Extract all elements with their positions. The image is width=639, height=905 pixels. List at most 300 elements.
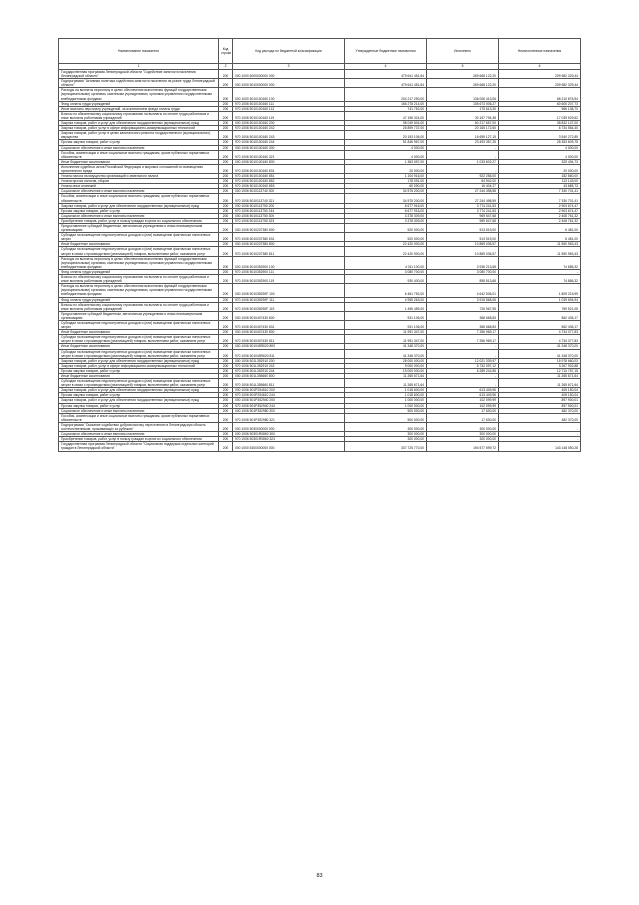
table-row (59, 88, 581, 101)
row-budget-code: 000 1000 5030000000 000 (233, 422, 345, 431)
row-unexecuted-amount: - (499, 437, 581, 442)
row-unexecuted-amount: 405 150,04 (499, 393, 581, 398)
row-line-code: 200 (219, 388, 233, 393)
row-approved-amount: 11 265 671,64 (345, 379, 427, 388)
row-line-code: 200 (219, 233, 233, 242)
row-unexecuted-amount: 43 685,73 (499, 184, 581, 189)
row-indicator-name: Уплата прочих налогов, сборов (59, 179, 219, 184)
row-line-code: 200 (219, 111, 233, 120)
row-executed-amount: 102 099,99 (427, 398, 499, 403)
table-row (59, 194, 581, 203)
row-indicator-name: Закупка товаров, работ и услуг для обеспечения государственных (муниципальных) нужд (59, 358, 219, 363)
row-executed-amount: 175 613,30 (427, 106, 499, 111)
row-line-code: 200 (219, 247, 233, 256)
row-executed-amount: 3 915 568,06 (427, 297, 499, 302)
row-unexecuted-amount: 6 734 564,40 (499, 126, 581, 131)
table-row (59, 164, 581, 173)
row-line-code: 200 (219, 413, 233, 422)
table-row (59, 79, 581, 88)
row-indicator-name: Приобретение товаров, работ, услуг в пользу граждан в целях их социального обеспечения (59, 218, 219, 223)
row-executed-amount: 7 256 969,17 (427, 335, 499, 344)
row-line-code: 200 (219, 256, 233, 269)
row-unexecuted-amount: 60 605 207,73 (499, 101, 581, 106)
row-approved-amount: 930 400,00 (345, 275, 427, 284)
row-unexecuted-amount: 3 540 272,85 (499, 131, 581, 140)
row-unexecuted-amount: 562 436,17 (499, 311, 581, 320)
row-approved-amount: 300 000,00 (345, 437, 427, 442)
row-unexecuted-amount: 12 710 757,15 (499, 368, 581, 373)
row-line-code: 200 (219, 150, 233, 159)
row-executed-amount: 7 256 969,17 (427, 330, 499, 335)
row-line-code: 200 (219, 442, 233, 451)
row-indicator-name: Закупка товаров, работ и услуг для обеспечения государственных (муниципальных) нужд (59, 121, 219, 126)
row-executed-amount: 3 080 700,00 (427, 269, 499, 274)
row-indicator-name: Социальное обеспечение и иные выплаты населению (59, 189, 219, 194)
row-budget-code: 970 1006 5010100160 119 (233, 111, 345, 120)
row-approved-amount: 34 575 200,00 (345, 189, 427, 194)
row-approved-amount: 500 000,00 (345, 413, 427, 422)
row-executed-amount: 613 449,96 (427, 393, 499, 398)
row-approved-amount: 11 991 347,00 (345, 330, 427, 335)
header-executed: Исполнено (427, 39, 499, 64)
row-budget-code: 000 1006 5010100160 300 (233, 145, 345, 150)
row-budget-code: 000 1006 5010407430 600 (233, 311, 345, 320)
column-number: 5 (427, 64, 499, 70)
row-budget-code: 000 1000 5010000000 000 (233, 79, 345, 88)
row-executed-amount: - (427, 164, 499, 173)
row-unexecuted-amount: 182 660,00 (499, 174, 581, 179)
row-approved-amount: 22 420 000,00 (345, 242, 427, 247)
row-unexecuted-amount: 28 353 609,75 (499, 140, 581, 145)
row-indicator-name: Закупка товаров, работ и услуг для обеспечения государственных (муниципальных) нужд (59, 398, 219, 403)
row-indicator-name: Пособия, компенсации и иные социальные выплаты гражданам, кроме публичных нормативных обязательств (59, 194, 219, 203)
row-unexecuted-amount: 41 348 370,00 (499, 349, 581, 358)
row-budget-code: 970 1006 501L355660 811 (233, 379, 345, 388)
row-executed-amount: 27 244 498,59 (427, 194, 499, 203)
row-line-code: 200 (219, 349, 233, 358)
row-indicator-name: Государственная программа Ленинградской области "Содействие занятости населения Ленинградской области" (59, 70, 219, 79)
row-executed-amount: 368 668,83 (427, 311, 499, 320)
row-approved-amount: 9 000 000,00 (345, 363, 427, 368)
row-approved-amount: 741 752,00 (345, 106, 427, 111)
row-budget-code: 000 1000 5000000000 000 (233, 70, 345, 79)
row-indicator-name: Закупка товаров, работ, услуг в сфере информационно-коммуникационных технологий (59, 363, 219, 368)
row-line-code: 200 (219, 126, 233, 131)
row-unexecuted-amount: 4 734 377,83 (499, 330, 581, 335)
row-indicator-name: Фонд оплаты труда учреждений (59, 269, 219, 274)
row-budget-code: 970 1006 501L352910 244 (233, 368, 345, 373)
row-executed-amount: 1 033 602,27 (427, 159, 499, 164)
row-budget-code: 970 1006 5010100160 242 (233, 126, 345, 131)
row-indicator-name: Фонд оплаты труда учреждений (59, 101, 219, 106)
row-line-code: 200 (219, 437, 233, 442)
row-approved-amount: 11 991 347,00 (345, 335, 427, 344)
row-unexecuted-amount: 143 148 050,28 (499, 442, 581, 451)
row-unexecuted-amount: 38 832 147,00 (499, 121, 581, 126)
table-row (59, 284, 581, 297)
row-unexecuted-amount: 4 000,00 (499, 145, 581, 150)
row-line-code: 200 (219, 224, 233, 233)
row-line-code: 200 (219, 344, 233, 349)
row-indicator-name: Взносы по обязательному социальному страхованию на выплаты по оплате труда работников и иные выплаты работникам учреждений (59, 275, 219, 284)
row-budget-code: 000 1000 5010100160 100 (233, 88, 345, 101)
row-approved-amount: 6 677 916,00 (345, 208, 427, 213)
row-executed-amount: - (427, 150, 499, 159)
row-budget-code: 970 1006 501035290F 119 (233, 302, 345, 311)
row-indicator-name: Взносы по обязательному социальному страхованию на выплаты по оплате труда работников и иные выплаты работникам учреждений (59, 111, 219, 120)
row-executed-amount: 300 000,00 (427, 422, 499, 431)
row-unexecuted-amount: 6 481,00 (499, 224, 581, 233)
row-budget-code: 000 1006 501035290F 100 (233, 284, 345, 297)
row-indicator-name: Приобретение товаров, работ, услуг в пользу граждан в целях их социального обеспечения (59, 437, 219, 442)
row-approved-amount: 300 000,00 (345, 432, 427, 437)
row-approved-amount: 41 348 370,00 (345, 344, 427, 349)
header-approved-appropriations: Утвержденные бюджетные назначения (345, 39, 427, 64)
row-budget-code: 970 1006 5010407430 631 (233, 320, 345, 329)
row-executed-amount: 300 000,00 (427, 437, 499, 442)
row-unexecuted-amount: 113 149,00 (499, 179, 581, 184)
row-unexecuted-amount: 74 886,32 (499, 256, 581, 269)
row-line-code: 200 (219, 269, 233, 274)
row-executed-amount: 6 289 242,85 (427, 368, 499, 373)
row-indicator-name: Исполнение судебных актов Российской Федерации и мировых соглашений по возмещению причиненного вреда (59, 164, 219, 173)
row-budget-code: 970 1006 5010207380 811 (233, 247, 345, 256)
row-budget-code: 000 1006 501L352910 200 (233, 358, 345, 363)
row-unexecuted-amount: 11 550 963,43 (499, 247, 581, 256)
row-line-code: 200 (219, 194, 233, 203)
row-indicator-name: Закупка товаров, работ, услуг в целях капитального ремонта государственного (муниципального) имущества (59, 131, 219, 140)
row-executed-amount: 613 449,96 (427, 388, 499, 393)
row-budget-code: 000 1006 50301R0860 300 (233, 432, 345, 437)
row-approved-amount: 20 000,00 (345, 164, 427, 173)
table-row (59, 349, 581, 358)
table-row (59, 111, 581, 120)
row-budget-code: 970 1006 5010100160 112 (233, 106, 345, 111)
row-executed-amount: 105 673 006,27 (427, 101, 499, 106)
row-unexecuted-amount: 20 000,00 (499, 164, 581, 173)
row-executed-amount: 136 006 413,06 (427, 88, 499, 101)
row-indicator-name: Подпрограмма "Активная политика содействия занятости населения на рынке труда Ленинградской области" (59, 79, 219, 88)
row-executed-amount: 23 493 357,25 (427, 140, 499, 145)
row-approved-amount: 1 000 000,00 (345, 403, 427, 408)
row-line-code: 200 (219, 363, 233, 368)
row-budget-code: 000 1006 5010113750 200 (233, 203, 345, 208)
row-line-code: 200 (219, 88, 233, 101)
row-indicator-name: Субсидии на возмещение недополученных доходов и (или) возмещение фактически понесенных затрат в связи с производством (реализацией) товаров, выполнением работ, оказанием услуг (59, 335, 219, 344)
row-line-code: 200 (219, 432, 233, 437)
row-approved-amount: 28 000 000,00 (345, 358, 427, 363)
row-budget-code: 970 1006 5010100160 243 (233, 131, 345, 140)
row-line-code: 200 (219, 284, 233, 297)
row-unexecuted-amount: 41 348 370,00 (499, 344, 581, 349)
row-executed-amount: 16 404,27 (427, 184, 499, 189)
row-budget-code: 000 1006 501P254610 200 (233, 388, 345, 393)
row-unexecuted-amount: 2 408 761,32 (499, 213, 581, 218)
table-row (59, 422, 581, 431)
row-indicator-name: Уплата налога на имущество организаций и земельного налога (59, 174, 219, 179)
row-executed-amount: 368 668,83 (427, 320, 499, 329)
row-executed-amount: 3 774 241,53 (427, 203, 499, 208)
row-executed-amount: 3 936 213,68 (427, 256, 499, 269)
row-line-code: 200 (219, 422, 233, 431)
table-row (59, 233, 581, 242)
row-indicator-name: Прочая закупка товаров, работ и услуг (59, 208, 219, 213)
row-budget-code: 970 1006 5010207380 631 (233, 233, 345, 242)
row-line-code: 200 (219, 189, 233, 194)
row-unexecuted-amount: 897 900,01 (499, 403, 581, 408)
row-line-code: 200 (219, 408, 233, 413)
row-unexecuted-amount: 7 330 701,41 (499, 194, 581, 203)
row-unexecuted-amount: 3 267 902,88 (499, 363, 581, 368)
row-approved-amount: 166 278 214,00 (345, 101, 427, 106)
row-indicator-name: Подпрограмма "Оказание содействия добровольному переселению в Ленинградскую область соотечественников, проживающих за рубежом" (59, 422, 219, 431)
row-executed-amount: 3 774 241,53 (427, 208, 499, 213)
row-indicator-name: Иные бюджетные ассигнования (59, 330, 219, 335)
row-indicator-name: Субсидии на возмещение недополученных доходов и (или) возмещение фактически понесенных затрат в связи с производством (реализацией) товаров, выполнением работ, оказанием услуг (59, 379, 219, 388)
row-indicator-name: Государственная программа Ленинградской области "Социальная поддержка отдельных категорий граждан в Ленинградской области" (59, 442, 219, 451)
row-approved-amount: 4 011 100,00 (345, 256, 427, 269)
row-unexecuted-amount: 11 265 671,64 (499, 379, 581, 388)
table-row (59, 442, 581, 451)
row-budget-code: 000 1000 6300000000 000 (233, 442, 345, 451)
row-executed-amount: - (427, 374, 499, 379)
row-line-code: 200 (219, 121, 233, 126)
row-line-code: 200 (219, 330, 233, 335)
row-line-code: 200 (219, 140, 233, 145)
row-unexecuted-amount: 7 330 701,41 (499, 189, 581, 194)
row-executed-amount: 269 668 122,20 (427, 79, 499, 88)
table-row (59, 131, 581, 140)
row-executed-amount: 513 519,00 (427, 224, 499, 233)
row-unexecuted-amount: 11 550 963,43 (499, 242, 581, 247)
row-line-code: 200 (219, 275, 233, 284)
row-line-code: 200 (219, 213, 233, 218)
row-indicator-name: Прочая закупка товаров, работ и услуг (59, 140, 219, 145)
row-line-code: 200 (219, 368, 233, 373)
row-line-code: 200 (219, 70, 233, 79)
row-executed-amount: - (427, 145, 499, 150)
row-approved-amount: 4 000,00 (345, 145, 427, 150)
row-line-code: 200 (219, 203, 233, 208)
table-body (59, 70, 581, 452)
row-executed-amount: 269 668 122,20 (427, 70, 499, 79)
row-indicator-name: Расходы на выплаты персоналу в целях обеспечения выполнения функций государственными (муниципальными) органами, казенными учреждениями, органами управления государственными внебюджетными фондами (59, 284, 219, 297)
row-budget-code: 000 1006 5010100160 800 (233, 159, 345, 164)
row-executed-amount: 20 165 172,60 (427, 126, 499, 131)
table-row (59, 70, 581, 79)
row-approved-amount: 20 193 106,00 (345, 131, 427, 140)
row-budget-code: 970 1006 501035290F 111 (233, 297, 345, 302)
row-executed-amount: 300 000,00 (427, 432, 499, 437)
row-approved-amount: 1 018 600,00 (345, 388, 427, 393)
row-indicator-name: Иные бюджетные ассигнования (59, 374, 219, 379)
row-approved-amount: 4 955 263,00 (345, 297, 427, 302)
row-budget-code: 000 1006 501L355660 800 (233, 374, 345, 379)
row-indicator-name: Иные бюджетные ассигнования (59, 242, 219, 247)
row-unexecuted-amount: 566 138,70 (499, 106, 581, 111)
row-unexecuted-amount: 17 039 529,62 (499, 111, 581, 120)
row-executed-amount: 10 869 036,57 (427, 247, 499, 256)
header-budget-classification-code: Код расхода по бюджетной классификации (233, 39, 345, 64)
row-executed-amount: - (427, 344, 499, 349)
row-indicator-name: Закупка товаров, работ, услуг в сфере информационно-коммуникационных технологий (59, 126, 219, 131)
row-budget-code: 970 1006 5010100160 244 (233, 140, 345, 145)
row-line-code: 200 (219, 379, 233, 388)
row-line-code: 200 (219, 145, 233, 150)
row-unexecuted-amount: 11 265 671,64 (499, 374, 581, 379)
row-approved-amount: 34 575 200,00 (345, 194, 427, 203)
row-line-code: 200 (219, 184, 233, 189)
row-budget-code: 970 1006 501P352940 244 (233, 403, 345, 408)
row-indicator-name: Пособия, компенсации и иные социальные выплаты гражданам, кроме публичных нормативных обязательств (59, 150, 219, 159)
row-budget-code: 000 1006 501045R620 800 (233, 344, 345, 349)
row-budget-code: 970 1006 5010113750 323 (233, 218, 345, 223)
row-approved-amount: 6 677 916,00 (345, 203, 427, 208)
row-approved-amount: 26 899 737,00 (345, 126, 427, 131)
row-unexecuted-amount: 897 900,01 (499, 398, 581, 403)
row-approved-amount: 3 378 309,00 (345, 218, 427, 223)
row-approved-amount: 47 196 324,00 (345, 111, 427, 120)
row-unexecuted-amount: - (499, 432, 581, 437)
row-budget-code: 970 1006 5010100160 321 (233, 150, 345, 159)
row-unexecuted-amount: 2 408 761,32 (499, 218, 581, 223)
row-line-code: 200 (219, 403, 233, 408)
row-line-code: 200 (219, 242, 233, 247)
row-unexecuted-amount: 74 886,32 (499, 275, 581, 284)
row-budget-code: 000 1006 5010100160 200 (233, 121, 345, 126)
row-executed-amount: 12 021 339,97 (427, 358, 499, 363)
row-indicator-name: Социальное обеспечение и иные выплаты населению (59, 408, 219, 413)
row-indicator-name: Социальное обеспечение и иные выплаты населению (59, 213, 219, 218)
row-budget-code: 000 1006 5010207380 600 (233, 224, 345, 233)
row-indicator-name: Субсидии на возмещение недополученных доходов и (или) возмещение фактически понесенных затрат (59, 320, 219, 329)
row-line-code: 200 (219, 311, 233, 320)
row-unexecuted-amount: 4 000,00 (499, 150, 581, 159)
row-approved-amount: 479 641 451,64 (345, 70, 427, 79)
column-number: 4 (345, 64, 427, 70)
row-executed-amount: 17 630,00 (427, 413, 499, 422)
row-executed-amount: 922 256,00 (427, 174, 499, 179)
row-approved-amount: 4 000,00 (345, 150, 427, 159)
row-line-code: 200 (219, 106, 233, 111)
row-unexecuted-amount: 15 978 660,03 (499, 358, 581, 363)
row-approved-amount: 1 018 600,00 (345, 393, 427, 398)
table-row (59, 302, 581, 311)
row-indicator-name: Уплата иных платежей (59, 184, 219, 189)
table-row (59, 275, 581, 284)
table-row (59, 320, 581, 329)
row-approved-amount: 1 363 097,00 (345, 159, 427, 164)
row-indicator-name: Закупка товаров, работ и услуг для обеспечения государственных (муниципальных) нужд (59, 203, 219, 208)
page-number: 83 (316, 873, 323, 879)
row-budget-code: 970 1006 5010100160 831 (233, 164, 345, 173)
column-number: 1 (59, 64, 219, 70)
row-budget-code: 970 1006 501045R620 811 (233, 349, 345, 358)
row-budget-code: 970 1006 5010407430 811 (233, 335, 345, 344)
row-indicator-name: Взносы по обязательному социальному страхованию на выплаты по оплате труда работников и иные выплаты работникам учреждений (59, 302, 219, 311)
row-approved-amount: 41 348 370,00 (345, 349, 427, 358)
row-approved-amount: 300 000,00 (345, 422, 427, 431)
row-line-code: 200 (219, 131, 233, 140)
table-row (59, 413, 581, 422)
row-budget-code: 970 1006 501P352980 321 (233, 413, 345, 422)
row-unexecuted-amount: - (499, 269, 581, 274)
row-budget-code: 000 1006 5010207380 800 (233, 242, 345, 247)
table-row (59, 150, 581, 159)
row-executed-amount: 726 967,95 (427, 302, 499, 311)
row-unexecuted-amount: 562 436,17 (499, 320, 581, 329)
header-line-code: Код строки (219, 39, 233, 64)
row-executed-amount: 27 244 498,58 (427, 189, 499, 194)
column-number: 3 (233, 64, 345, 70)
row-approved-amount: 479 641 451,64 (345, 79, 427, 88)
row-executed-amount: 855 513,68 (427, 275, 499, 284)
row-unexecuted-amount: 2 903 674,47 (499, 208, 581, 213)
row-approved-amount: 3 080 700,00 (345, 269, 427, 274)
row-budget-code: 970 1006 5010352900 111 (233, 269, 345, 274)
row-approved-amount: 337 725 770,00 (345, 442, 427, 451)
row-unexecuted-amount: 482 370,00 (499, 413, 581, 422)
row-budget-code: 970 1006 5010100160 852 (233, 179, 345, 184)
row-indicator-name: Прочая закупка товаров, работ и услуг (59, 403, 219, 408)
row-executed-amount: 102 099,99 (427, 403, 499, 408)
row-line-code: 200 (219, 393, 233, 398)
row-approved-amount: 520 000,00 (345, 233, 427, 242)
row-unexecuted-amount: 2 903 674,47 (499, 203, 581, 208)
row-budget-code: 000 1006 5010113750 300 (233, 213, 345, 218)
table-row (59, 224, 581, 233)
row-approved-amount: 1 496 489,00 (345, 302, 427, 311)
row-indicator-name: Закупка товаров, работ и услуг для обеспечения государственных (муниципальных) нужд (59, 388, 219, 393)
row-line-code: 200 (219, 302, 233, 311)
header-unexecuted-appropriations: Неисполненные назначения (499, 39, 581, 64)
row-approved-amount: 500 000,00 (345, 408, 427, 413)
row-executed-amount: 4 642 536,01 (427, 284, 499, 297)
row-indicator-name: Субсидии на возмещение недополученных доходов и (или) возмещение фактически понесенных затрат в связи с производством (реализацией) товаров, выполнением работ, оказанием услуг (59, 349, 219, 358)
budget-execution-table (58, 38, 581, 452)
row-executed-amount: 194 577 599,72 (427, 442, 499, 451)
row-approved-amount: 51 846 967,00 (345, 140, 427, 145)
row-budget-code: 000 1006 501P352940 200 (233, 398, 345, 403)
row-line-code: 200 (219, 208, 233, 213)
row-executed-amount: - (427, 379, 499, 388)
row-unexecuted-amount: 68 210 876,94 (499, 88, 581, 101)
row-budget-code: 970 1006 5010100160 851 (233, 174, 345, 179)
row-line-code: 200 (219, 159, 233, 164)
row-indicator-name: Субсидии на возмещение недополученных доходов и (или) возмещение фактически понесенных затрат (59, 233, 219, 242)
row-unexecuted-amount: 1 039 694,94 (499, 297, 581, 302)
row-indicator-name: Предоставление субсидий бюджетным, автономным учреждениям и иным некоммерческим организациям (59, 224, 219, 233)
row-line-code: 200 (219, 218, 233, 223)
table-row (59, 311, 581, 320)
row-indicator-name: Субсидии на возмещение недополученных доходов и (или) возмещение фактически понесенных затрат в связи с производством (реализацией) товаров, выполнением работ, оказанием услуг (59, 247, 219, 256)
row-executed-amount: 30 157 794,38 (427, 111, 499, 120)
row-executed-amount: 513 519,00 (427, 233, 499, 242)
row-line-code: 200 (219, 79, 233, 88)
row-budget-code: 970 1006 5010352900 119 (233, 275, 345, 284)
row-budget-code: 000 1006 501P352980 300 (233, 408, 345, 413)
row-executed-amount: 969 547,68 (427, 213, 499, 218)
row-indicator-name: Расходы на выплаты персоналу в целях обеспечения выполнения функций государственными (муниципальными) органами, казенными учреждениями, органами управления государственными внебюджетными фондами (59, 256, 219, 269)
row-indicator-name: Прочая закупка товаров, работ и услуг (59, 393, 219, 398)
row-indicator-name: Социальное обеспечение и иные выплаты населению (59, 432, 219, 437)
row-executed-amount: 10 869 036,57 (427, 242, 499, 247)
column-number: 6 (499, 64, 581, 70)
column-number: 2 (219, 64, 233, 70)
row-executed-amount: 16 659 127,15 (427, 131, 499, 140)
row-unexecuted-amount: 209 982 329,44 (499, 79, 581, 88)
row-budget-code: 000 1006 5010407430 800 (233, 330, 345, 335)
